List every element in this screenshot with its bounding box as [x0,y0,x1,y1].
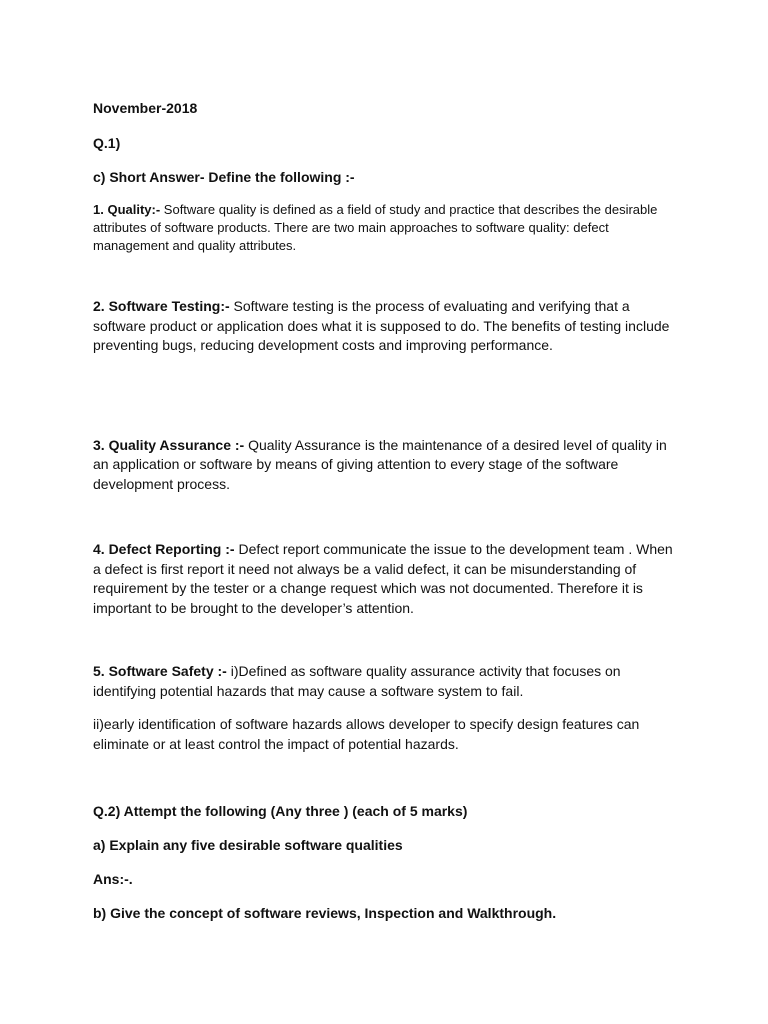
definition-term: 5. Software Safety :- [93,663,227,679]
definition-term: 4. Defect Reporting :- [93,541,235,557]
definition-text: Software quality is defined as a field of study and practice that describes the desirable attributes of software products. There are two main approaches to software quality: defect management and quality attributes. [93,202,658,253]
question-2b: b) Give the concept of software reviews, Inspection and Walkthrough. [93,905,557,921]
definition-text: Defect report communicate the issue to the development team . When a defect is first report it need not always be a valid defect, it can be misunderstanding of requirement by the tester or a change request which was not documented. Therefore it is important to be brought to the developer’s attention. [93,541,673,616]
document-page [93,98,683,923]
definition-quality [93,201,683,255]
definition-text: Quality Assurance is the maintenance of a desired level of quality in an application or software by means of giving attention to every stage of the software development process. [93,436,667,492]
definition-text: i)Defined as software quality assurance activity that focuses on identifying potential hazards that may cause a software system to fail. [93,663,621,699]
definition-defect-reporting [93,540,683,618]
definition-term: 2. Software Testing:- [93,298,230,314]
software-safety-continuation: ii)early identification of software hazards allows developer to specify design features can eliminate or at least control the impact of potential hazards. [93,716,640,752]
definition-software-testing [93,297,683,356]
definition-quality-assurance [93,436,683,495]
definition-text: Software testing is the process of evaluating and verifying that a software product or application does what it is supposed to do. The benefits of testing include preventing bugs, reducing development costs and improving performance. [93,298,670,353]
definition-software-safety [93,662,683,701]
answer-label: Ans:-. [93,871,133,887]
definition-term: 3. Quality Assurance :- [93,436,245,453]
date-heading: November-2018 [93,100,198,116]
section-c-heading: c) Short Answer- Define the following :- [93,169,355,185]
question-2a: a) Explain any five desirable software qualities [93,837,403,853]
definition-term: 1. Quality:- [93,202,161,217]
question-2-heading: Q.2) Attempt the following (Any three ) (each of 5 marks) [93,803,468,819]
question-1-heading: Q.1) [93,135,121,151]
